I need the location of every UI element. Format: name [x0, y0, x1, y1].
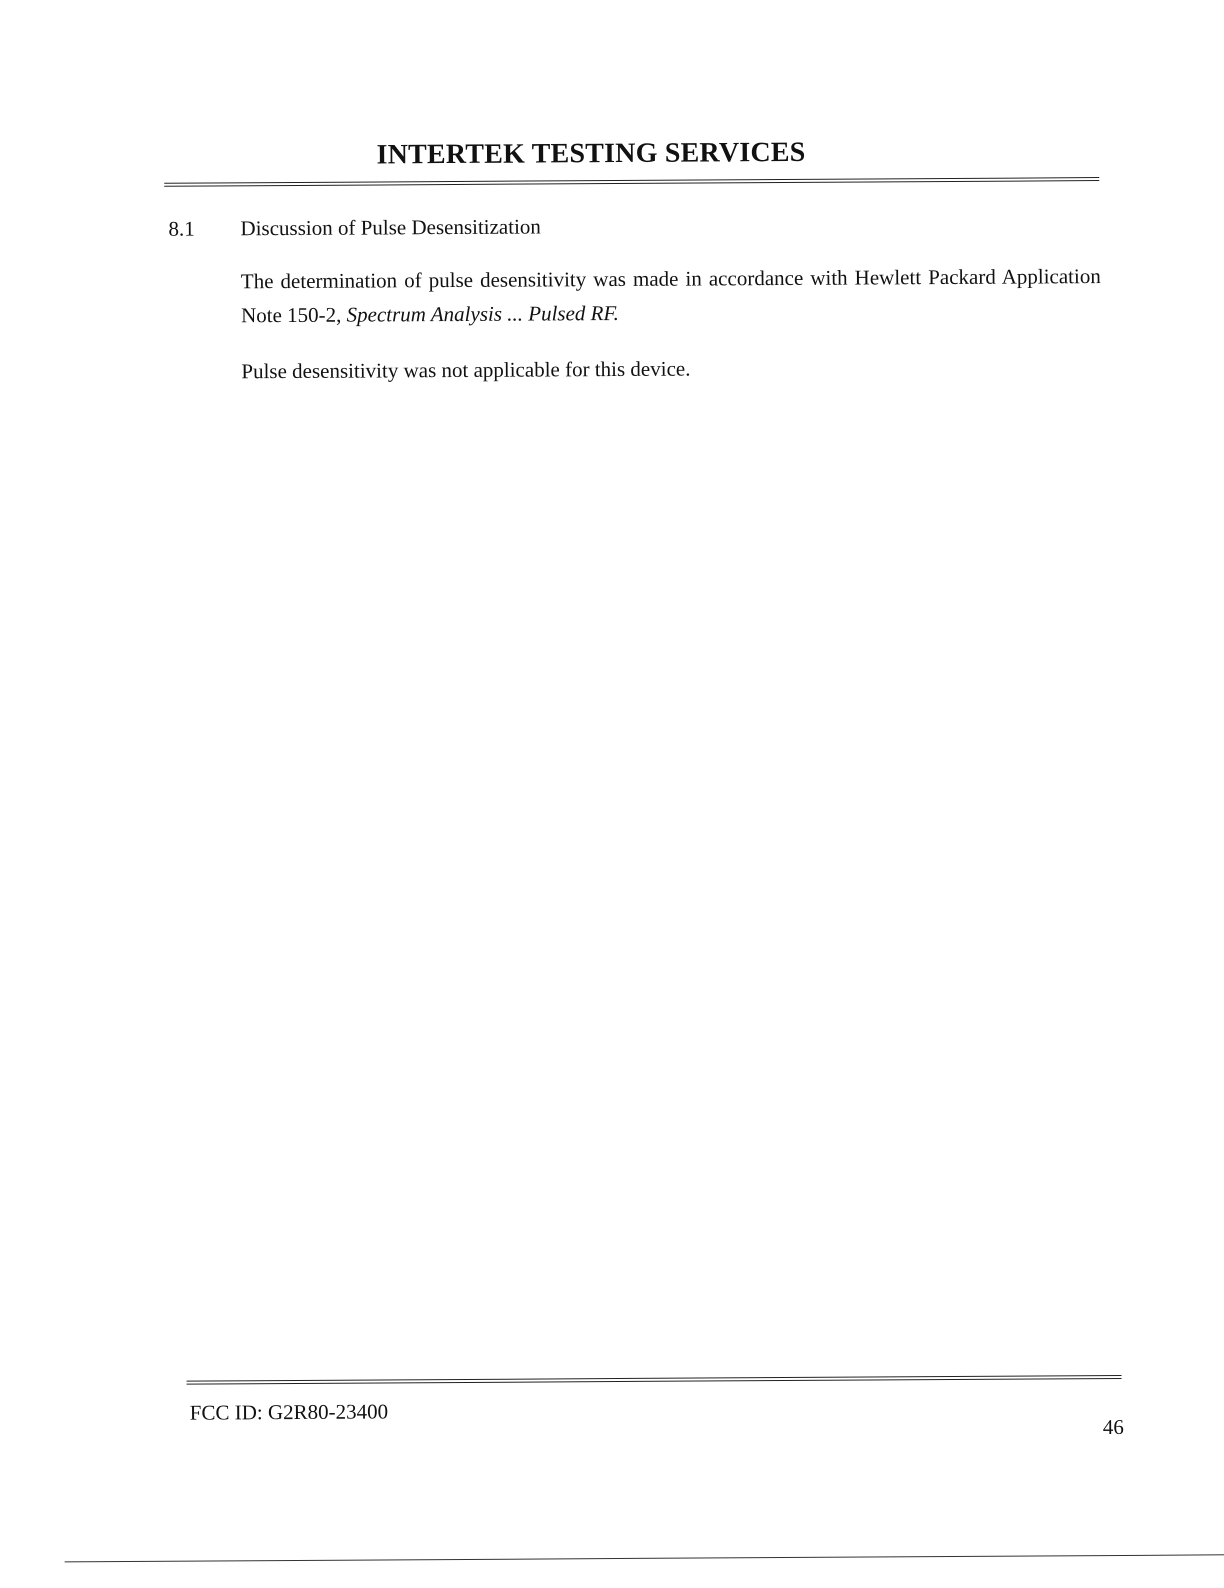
section-title: Discussion of Pulse Desensitization — [240, 214, 541, 241]
paragraph-not-applicable: Pulse desensitivity was not applicable for this device. — [241, 356, 691, 384]
reference-title: Spectrum Analysis ... Pulsed RF. — [346, 300, 619, 327]
page-number: 46 — [1102, 1414, 1124, 1440]
section-number: 8.1 — [168, 216, 195, 241]
page-header-title: INTERTEK TESTING SERVICES — [376, 136, 806, 171]
fcc-id: FCC ID: G2R80-23400 — [189, 1399, 389, 1425]
paragraph-pulse-determination — [241, 259, 1101, 332]
header-divider — [164, 177, 1099, 187]
scan-edge-line — [65, 1554, 1224, 1562]
footer-divider — [187, 1375, 1122, 1385]
paragraph-text: The determination of pulse desensitivity was made in accordance with Hewlett Packard Application Note 150-2, — [240, 264, 1101, 328]
section-heading — [168, 214, 541, 241]
